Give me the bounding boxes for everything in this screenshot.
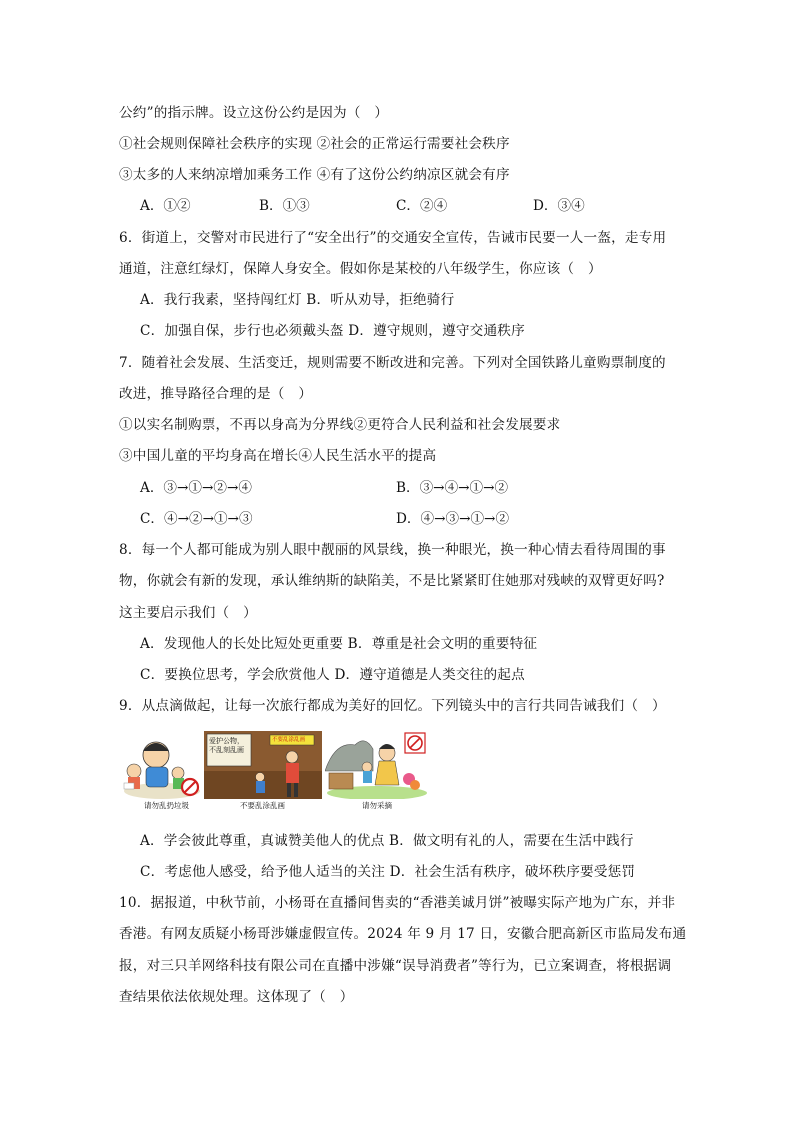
q5-stem-tail: 公约”的指示牌。设立这份公约是因为（ ）	[119, 105, 389, 121]
q7-option-c: C．④→②→①→③	[140, 511, 253, 527]
q10-stem-line4: 查结果依法依规处理。这体现了（ ）	[119, 989, 354, 1005]
q5-statement-1-2: ①社会规则保障社会秩序的实现 ②社会的正常运行需要社会秩序	[119, 136, 510, 152]
q5-option-c: C．②④	[396, 198, 448, 214]
q7-option-b: B．③→④→①→②	[396, 480, 509, 496]
q10-stem-line2: 香港。有网友质疑小杨哥涉嫌虚假宣传。2024 年 9 月 17 日，安徽合肥高新区市监局发布通	[119, 926, 687, 942]
litter-scene-image	[122, 731, 202, 799]
q8-stem-line3: 这主要启示我们（ ）	[119, 605, 257, 621]
q10-stem-line3: 报，对三只羊网络科技有限公司在直播中涉嫌“误导消费者”等行为，已立案调查，将根据调	[119, 958, 672, 974]
q9-options-cd: C．考虑他人感受，给予他人适当的关注 D．社会生活有秩序，破坏秩序要受惩罚	[140, 864, 636, 880]
litter-caption: 请勿乱扔垃圾	[144, 801, 189, 810]
q8-options-cd: C．要换位思考，学会欣赏他人 D．遵守道德是人类交往的起点	[140, 667, 525, 683]
q7-statement-3-4: ③中国儿童的平均身高在增长④人民生活水平的提高	[119, 448, 437, 464]
q6-stem-line1: 6．街道上，交警对市民进行了“安全出行”的交通安全宣传，告诫市民要一人一盔，走专用	[119, 230, 667, 246]
graffiti-caption: 不要乱涂乱画	[240, 801, 285, 810]
q10-stem-line1: 10．据报道，中秋节前，小杨哥在直播间售卖的“香港美诚月饼”被曝实际产地为广东，并非	[119, 895, 676, 911]
q9-stem: 9．从点滴做起，让每一次旅行都成为美好的回忆。下列镜头中的言行共同告诫我们（ ）	[119, 698, 666, 714]
graffiti-panel	[204, 731, 322, 799]
q7-option-a: A．③→①→②→④	[140, 480, 252, 496]
q5-option-a: A．①②	[140, 198, 191, 214]
q9-illustration	[122, 731, 428, 811]
picking-panel	[325, 731, 428, 799]
q8-options-ab: A．发现他人的长处比短处更重要 B．尊重是社会文明的重要特征	[140, 636, 538, 652]
q6-options-ab: A．我行我素，坚持闯红灯 B．听从劝导，拒绝骑行	[140, 292, 455, 308]
q5-statement-3-4: ③太多的人来纳凉增加乘务工作 ④有了这份公约纳凉区就会有序	[119, 167, 510, 183]
q7-stem-line2: 改进，推导路径合理的是（ ）	[119, 386, 313, 402]
litter-panel	[122, 731, 202, 799]
graffiti-banner: 不要乱涂乱画	[272, 737, 306, 743]
q6-stem-line2: 通道，注意红绿灯，保障人身安全。假如你是某校的八年级学生，你应该（ ）	[119, 261, 602, 277]
q7-stem-line1: 7．随着社会发展、生活变迁，规则需要不断改进和完善。下列对全国铁路儿童购票制度的	[119, 355, 666, 371]
q9-options-ab: A．学会彼此尊重，真诚赞美他人的优点 B．做文明有礼的人，需要在生活中践行	[140, 833, 634, 849]
q8-stem-line2: 物，你就会有新的发现，承认维纳斯的缺陷美，不是比紧紧盯住她那对残峡的双臂更好吗?	[119, 573, 665, 589]
q6-options-cd: C．加强自保，步行也必须戴头盔 D．遵守规则，遵守交通秩序	[140, 323, 525, 339]
picking-caption: 请勿采摘	[362, 801, 392, 810]
graffiti-sign: 爱护公物，不乱刻乱画	[209, 737, 244, 754]
q5-option-d: D．③④	[533, 198, 585, 214]
q8-stem-line1: 8．每一个人都可能成为别人眼中靓丽的风景线，换一种眼光，换一种心情去看待周围的事	[119, 542, 666, 558]
picking-scene-image	[325, 731, 428, 799]
q7-option-d: D．④→③→①→②	[396, 511, 510, 527]
q7-statement-1-2: ①以实名制购票，不再以身高为分界线②更符合人民利益和社会发展要求	[119, 417, 561, 433]
q5-option-b: B．①③	[259, 198, 310, 214]
